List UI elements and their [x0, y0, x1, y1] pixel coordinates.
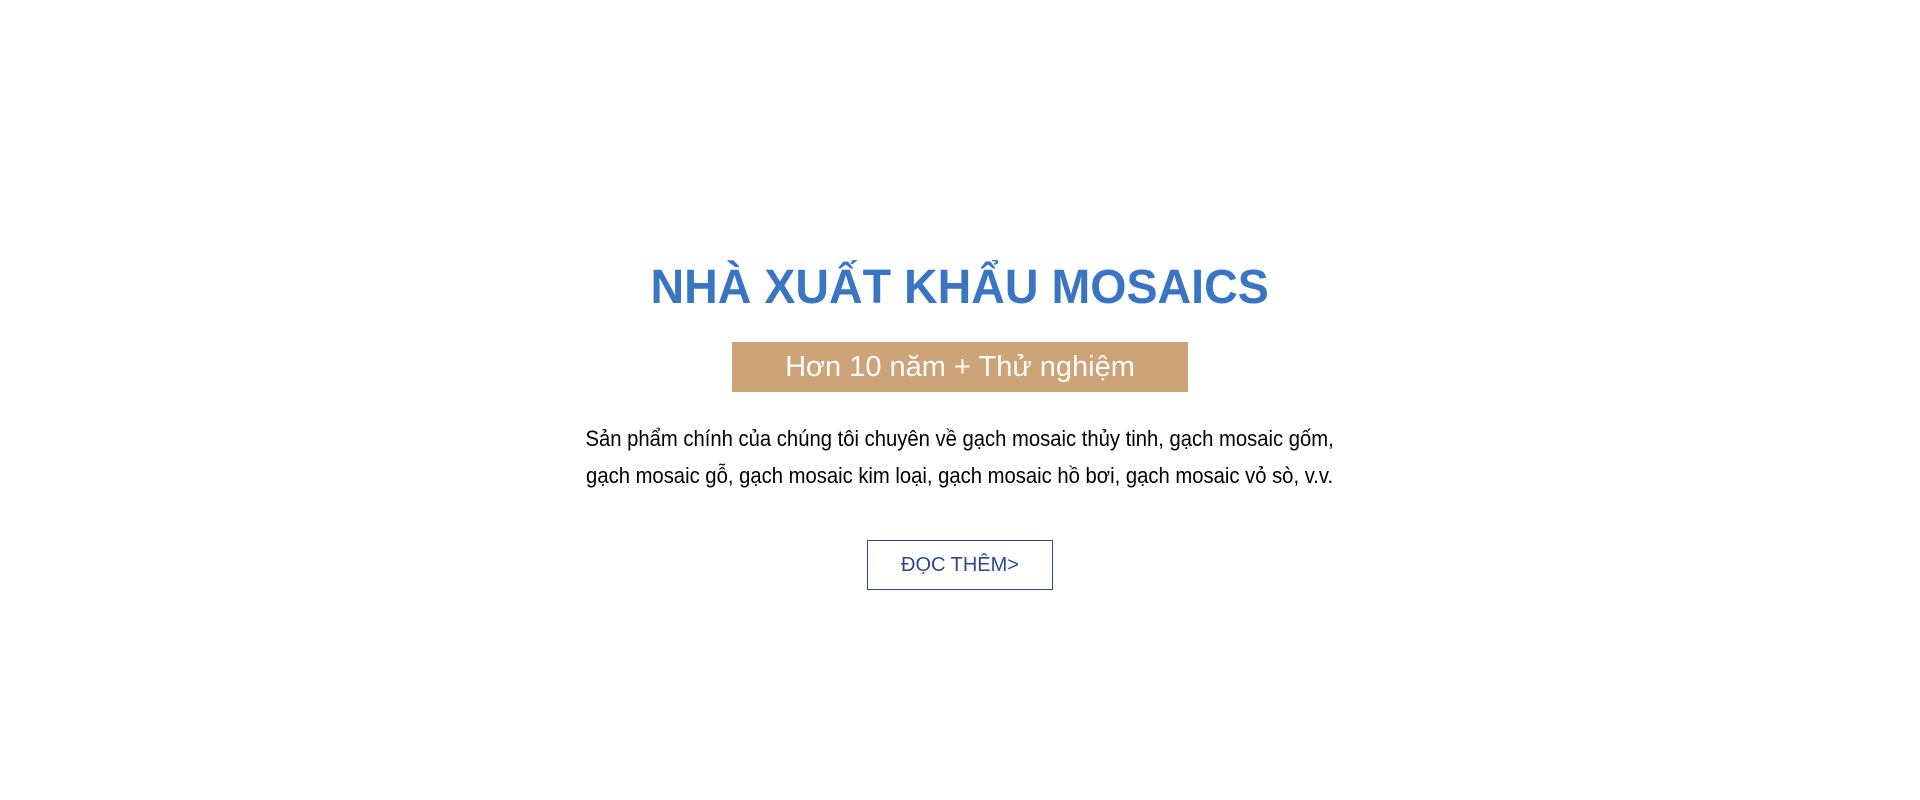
page-title: NHÀ XUẤT KHẨU MOSAICS: [650, 261, 1270, 314]
experience-banner-label: Hơn 10 năm + Thử nghiệm: [785, 350, 1135, 383]
description-text: [586, 420, 1334, 494]
experience-banner: [732, 342, 1188, 392]
description-line-2: gạch mosaic gỗ, gạch mosaic kim loại, gạch mosaic hồ bơi, gạch mosaic vỏ sò, v.v.: [586, 463, 1334, 488]
description-line-1: Sản phẩm chính của chúng tôi chuyên về gạch mosaic thủy tinh, gạch mosaic gốm,: [585, 426, 1335, 451]
read-more-button[interactable]: ĐỌC THÊM>: [867, 540, 1053, 590]
